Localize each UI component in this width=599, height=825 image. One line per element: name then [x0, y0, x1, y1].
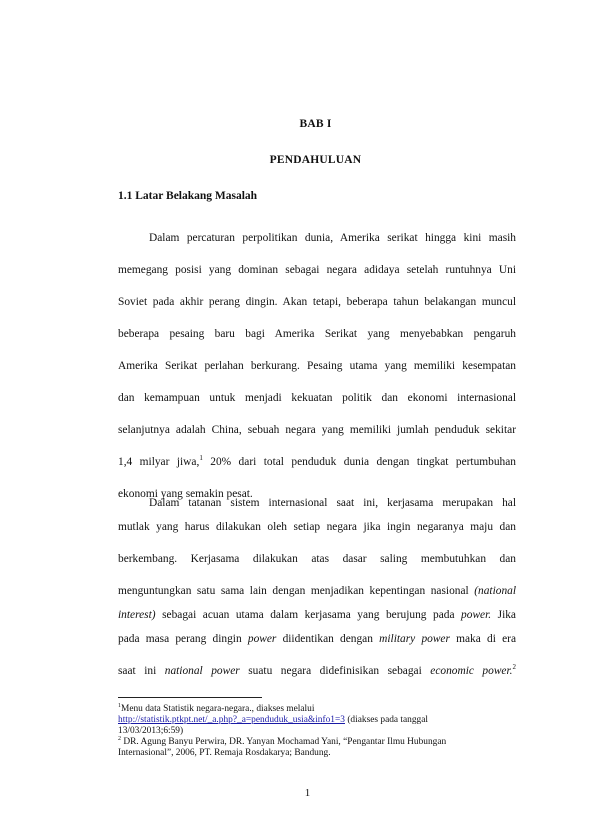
italic-run: (national [474, 585, 516, 597]
paragraph1-line: Soviet pada akhir perang dingin. Akan tetapi, beberapa tahun belakangan muncul [118, 296, 516, 308]
footnote-1 [118, 704, 518, 715]
footnote-mark: 1 [118, 702, 121, 709]
paragraph2-line [118, 608, 516, 622]
footnote-text: (diakses pada tanggal [344, 715, 429, 725]
footnote-ref[interactable]: 1 [199, 455, 203, 463]
text-run: Jika [491, 609, 516, 621]
paragraph1-line: selanjutnya adalah China, sebuah negara yang memiliki jumlah penduduk sekitar [118, 424, 516, 436]
section-title: 1.1 Latar Belakang Masalah [118, 190, 258, 202]
italic-run: military power [379, 633, 450, 645]
footnote-mark: 2 [118, 735, 121, 742]
paragraph2-line [118, 584, 516, 598]
paragraph1-line: memegang posisi yang dominan sebagai negara adidaya setelah runtuhnya Uni [118, 264, 516, 276]
italic-run: power [247, 633, 277, 645]
footnote-link[interactable]: http://statistik.ptkpt.net/_a.php?_a=penduduk_usia&info1=3 [118, 715, 345, 725]
chapter-title: PENDAHULUAN [269, 154, 362, 166]
italic-run: interest) [118, 609, 156, 621]
italic-run: national power [164, 665, 240, 677]
page-number: 1 [304, 787, 311, 799]
text-run: suatu negara didefinisikan sebagai [239, 665, 431, 677]
paragraph2-line: Dalam tatanan sistem internasional saat ini, kerjasama merupakan hal [149, 497, 516, 509]
paragraph1-line: ekonomi yang semakin pesat. [118, 488, 253, 500]
text-run: 1,4 milyar jiwa, [118, 456, 200, 468]
text-run: sebagai acuan utama dalam kerjasama yang berujung pada [155, 609, 462, 621]
footnote-text: Menu data Statistik negara-negara., diakses melalui [121, 704, 315, 714]
footnote-text: DR. Agung Banyu Perwira, DR. Yanyan Mochamad Yani, “Pengantar Ilmu Hubungan [121, 737, 447, 747]
footnote-1-date-line: 13/03/2013;6:59) [118, 726, 184, 736]
footnote-2 [118, 737, 518, 748]
text-run: diidentikan dengan [276, 633, 380, 645]
paragraph2-line [118, 664, 516, 678]
paragraph1-line: dan kemampuan untuk menjadi kekuatan politik dan ekonomi internasional [118, 392, 516, 404]
paragraph1-line: Dalam percaturan perpolitikan dunia, Amerika serikat hingga kini masih [149, 232, 516, 244]
paragraph2-line: berkembang. Kerjasama dilakukan atas dasar saling membutuhkan dan [118, 553, 516, 565]
paragraph1-line: Amerika Serikat perlahan berkurang. Pesaing utama yang memiliki kesempatan [118, 360, 516, 372]
text-run: pada masa perang dingin [118, 633, 248, 645]
italic-run: economic power. [430, 665, 513, 677]
paragraph2-line [118, 632, 516, 646]
paragraph2-line: mutlak yang harus dilakukan oleh setiap negara jika ingin negaranya maju dan [118, 521, 516, 533]
text-run: maka di era [449, 633, 516, 645]
footnote-ref[interactable]: 2 [512, 664, 516, 672]
paragraph1-line [118, 455, 516, 469]
text-run: menguntungkan satu sama lain dengan menjadikan kepentingan nasional [118, 585, 475, 597]
text-run: saat ini [118, 665, 165, 677]
footnote-2-cont: Internasional”, 2006, PT. Remaja Rosdakarya; Bandung. [118, 748, 331, 758]
chapter-heading: BAB I [299, 118, 332, 130]
italic-run: power. [461, 609, 492, 621]
text-run: 20% dari total penduduk dunia dengan tingkat pertumbuhan [202, 456, 516, 468]
footnote-1-link-line [118, 715, 518, 726]
paragraph1-line: beberapa pesaing baru bagi Amerika Serikat yang menyebabkan pengaruh [118, 328, 516, 340]
footnote-separator [118, 697, 262, 698]
